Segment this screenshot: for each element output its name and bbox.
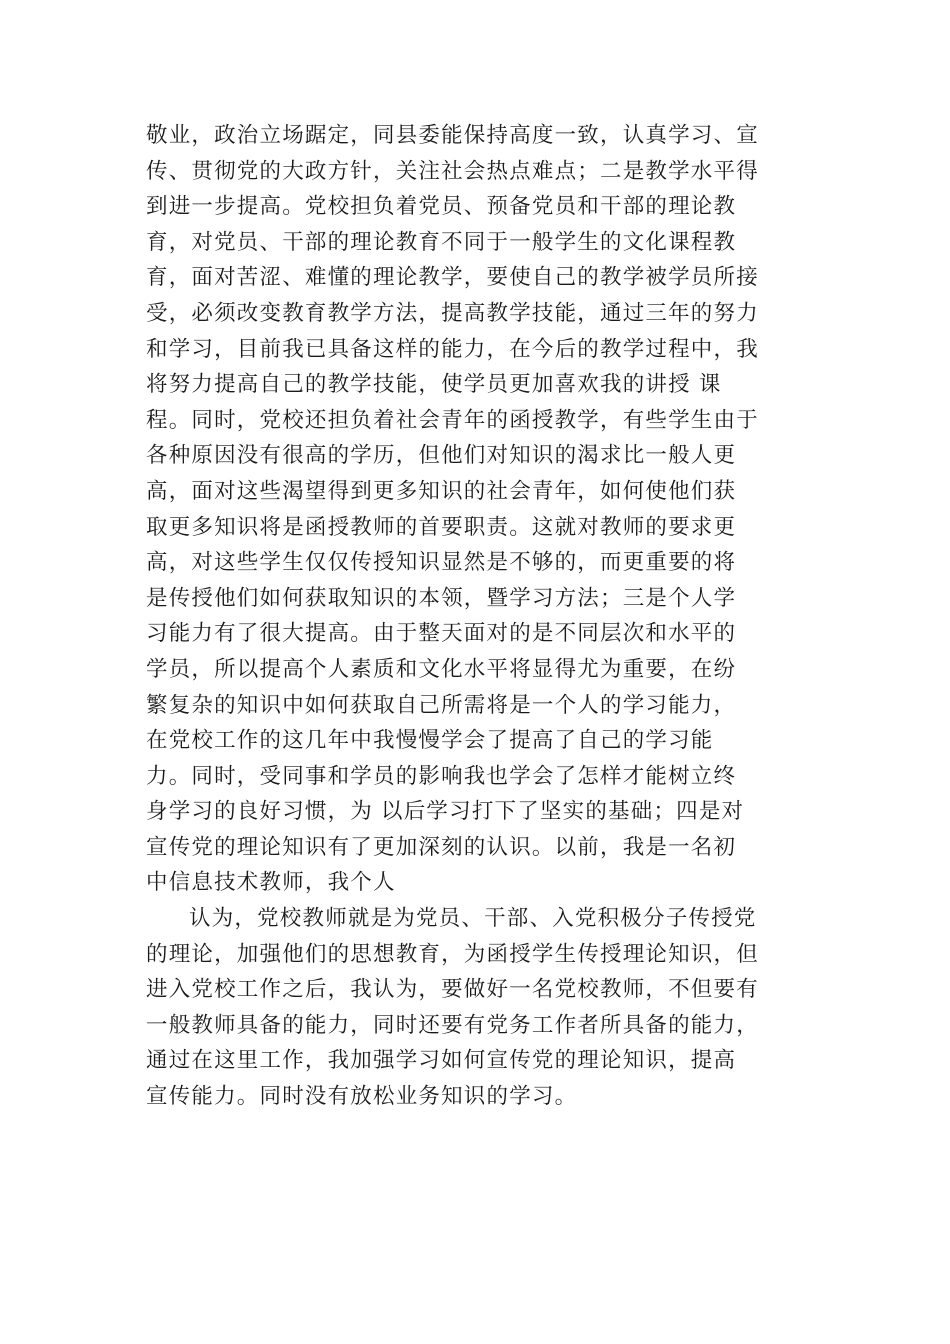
text-line: 受，必须改变教育教学方法，提高教学技能，通过三年的努力 — [146, 300, 759, 326]
text-line: 育，面对苦涩、难懂的理论教学，要使自己的教学被学员所接 — [146, 265, 759, 291]
text-line: 将努力提高自己的教学技能，使学员更加喜欢我的讲授 课 — [146, 372, 722, 398]
text-line: 进入党校工作之后，我认为，要做好一名党校教师，不但要有 — [146, 977, 759, 1003]
text-line: 宣传能力。同时没有放松业务知识的学习。 — [146, 1084, 578, 1110]
text-line: 高，面对这些渴望得到更多知识的社会青年，如何使他们获 — [146, 478, 737, 504]
text-line: 取更多知识将是函授教师的首要职责。这就对教师的要求更 — [146, 514, 737, 540]
text-line: 通过在这里工作，我加强学习如何宣传党的理论知识，提高 — [146, 1048, 737, 1074]
text-line: 是传授他们如何获取知识的本领，暨学习方法；三是个人学 — [146, 585, 737, 611]
text-line: 认为，党校教师就是为党员、干部、入党积极分子传授党 — [189, 906, 757, 932]
paragraph-2 — [146, 901, 822, 1115]
text-line: 程。同时，党校还担负着社会青年的函授教学，有些学生由于 — [146, 407, 759, 433]
text-line: 传、贯彻党的大政方针，关注社会热点难点；二是教学水平得 — [146, 158, 759, 184]
text-line: 敬业，政治立场踞定，同县委能保持高度一致，认真学习、宣 — [146, 123, 759, 148]
text-line: 一般教师具备的能力，同时还要有党务工作者所具备的能力， — [146, 1012, 759, 1038]
text-line: 高，对这些学生仅仅传授知识显然是不够的，而更重要的将 — [146, 550, 737, 576]
text-line: 在党校工作的这几年中我慢慢学会了提高了自己的学习能 — [146, 728, 714, 754]
text-line: 繁复杂的知识中如何获取自己所需将是一个人的学习能力， — [146, 692, 737, 718]
text-line: 学员，所以提高个人素质和文化水平将显得尤为重要，在纷 — [146, 656, 737, 682]
text-line: 宣传党的理论知识有了更加深刻的认识。以前，我是一名初 — [146, 834, 737, 860]
text-line: 育，对党员、干部的理论教育不同于一般学生的文化课程教 — [146, 229, 737, 255]
text-line: 各种原因没有很高的学历，但他们对知识的渴求比一般人更 — [146, 443, 737, 469]
text-line: 到进一步提高。党校担负着党员、预备党员和干部的理论教 — [146, 194, 737, 220]
text-line: 力。同时，受同事和学员的影响我也学会了怎样才能树立终 — [146, 763, 737, 789]
text-line: 习能力有了很大提高。由于整天面对的是不同层次和水平的 — [146, 621, 737, 647]
text-line: 中信息技术教师，我个人 — [146, 870, 396, 896]
text-line: 的理论，加强他们的思想教育，为函授学生传授理论知识，但 — [146, 941, 759, 967]
text-line: 身学习的良好习惯，为 以后学习打下了坚实的基础；四是对 — [146, 799, 745, 825]
paragraph-1 — [146, 118, 822, 901]
text-line: 和学习，目前我已具备这样的能力，在今后的教学过程中，我 — [146, 336, 759, 362]
document-body — [146, 118, 822, 1115]
